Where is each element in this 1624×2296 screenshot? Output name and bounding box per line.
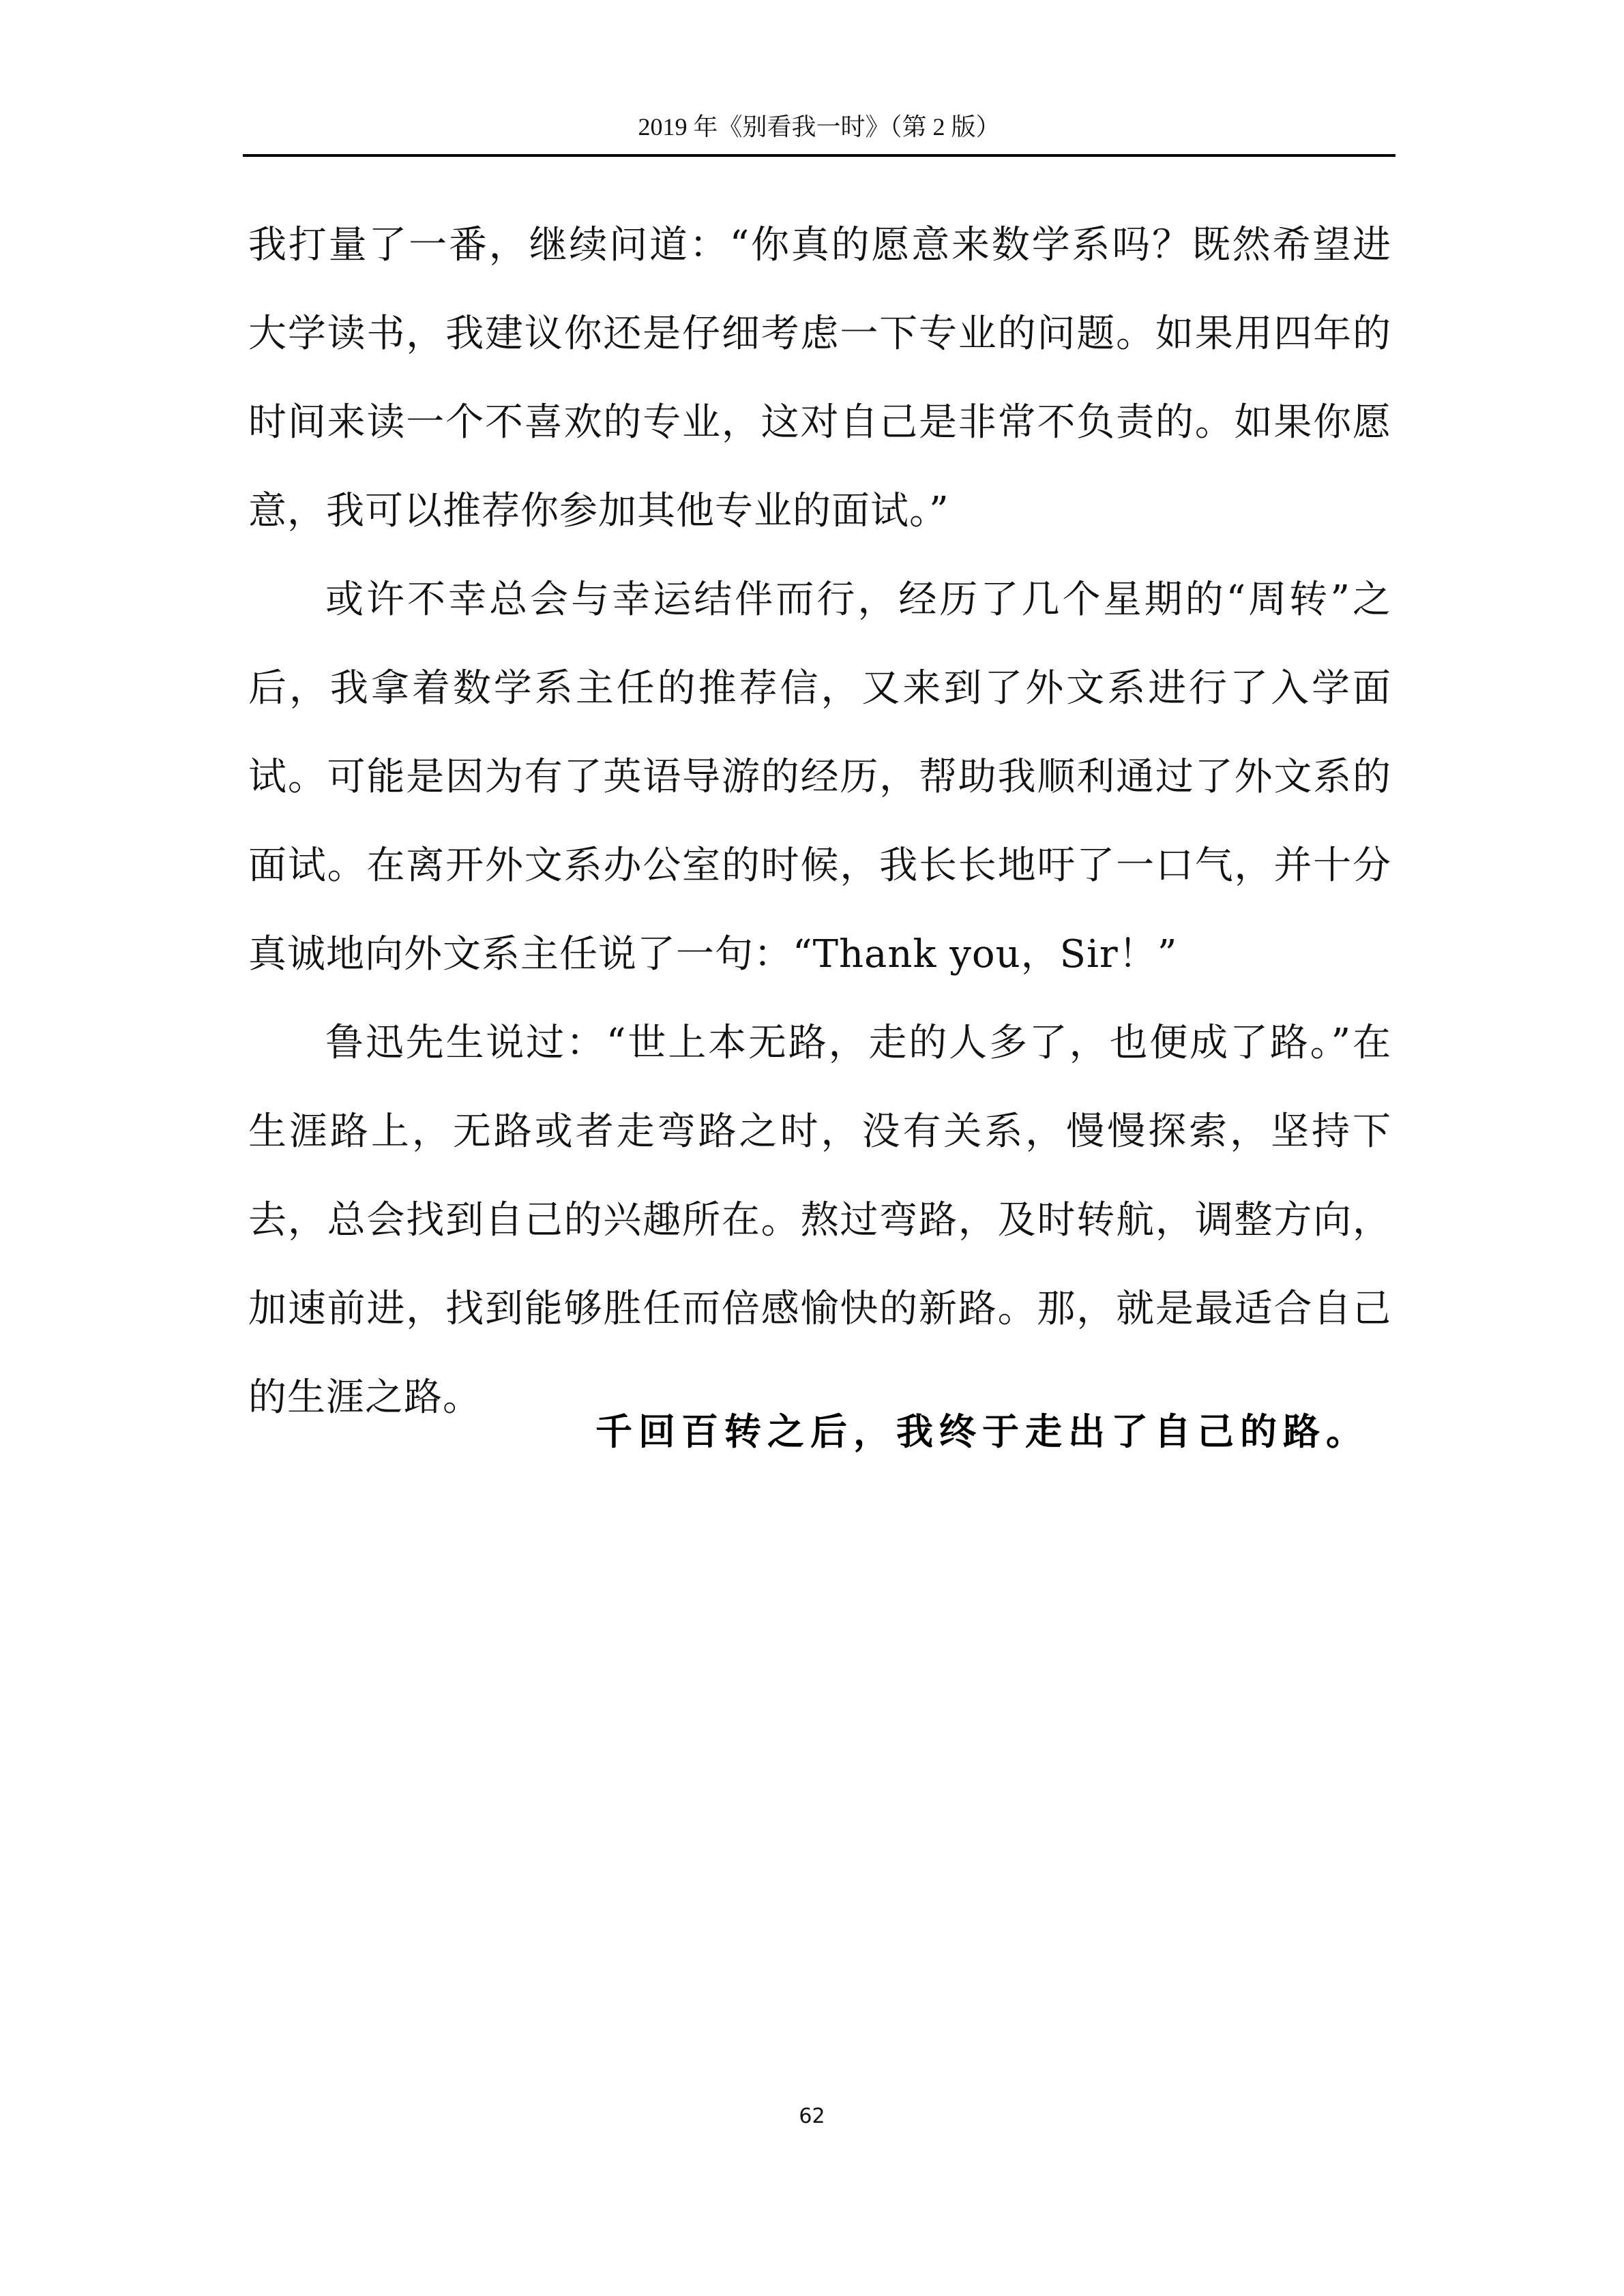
body-text: [248, 201, 1391, 1442]
page-header: [243, 109, 1396, 157]
page-number: 62: [799, 2104, 825, 2128]
paragraph-1: 我打量了一番，继续问道：“你真的愿意来数学系吗？既然希望进大学读书，我建议你还是仔细考虑一下专业的问题。如果用四年的时间来读一个不喜欢的专业，这对自己是非常不负责的。如果你愿意，我可以推荐你参加其他专业的面试。”: [248, 223, 1391, 533]
header-title: 2019 年《别看我一时》（第 2 版）: [638, 113, 1001, 140]
paragraph-3: 鲁迅先生说过：“世上本无路，走的人多了，也便成了路。”在生涯路上，无路或者走弯路之时，没有关系，慢慢探索，坚持下去，总会找到自己的兴趣所在。熬过弯路，及时转航，调整方向，加速前进，找到能够胜任而倍感愉快的新路。那，就是最适合自己的生涯之路。: [248, 1021, 1391, 1420]
paragraph-2: 或许不幸总会与幸运结伴而行，经历了几个星期的“周转”之后，我拿着数学系主任的推荐信，又来到了外文系进行了入学面试。可能是因为有了英语导游的经历，帮助我顺利通过了外文系的面试。在离开外文系办公室的时候，我长长地吁了一口气，并十分真诚地向外文系主任说了一句：“Thank you，Sir！”: [248, 578, 1391, 976]
closing-line: 千回百转之后，我终于走出了自己的路。: [595, 1410, 1369, 1453]
